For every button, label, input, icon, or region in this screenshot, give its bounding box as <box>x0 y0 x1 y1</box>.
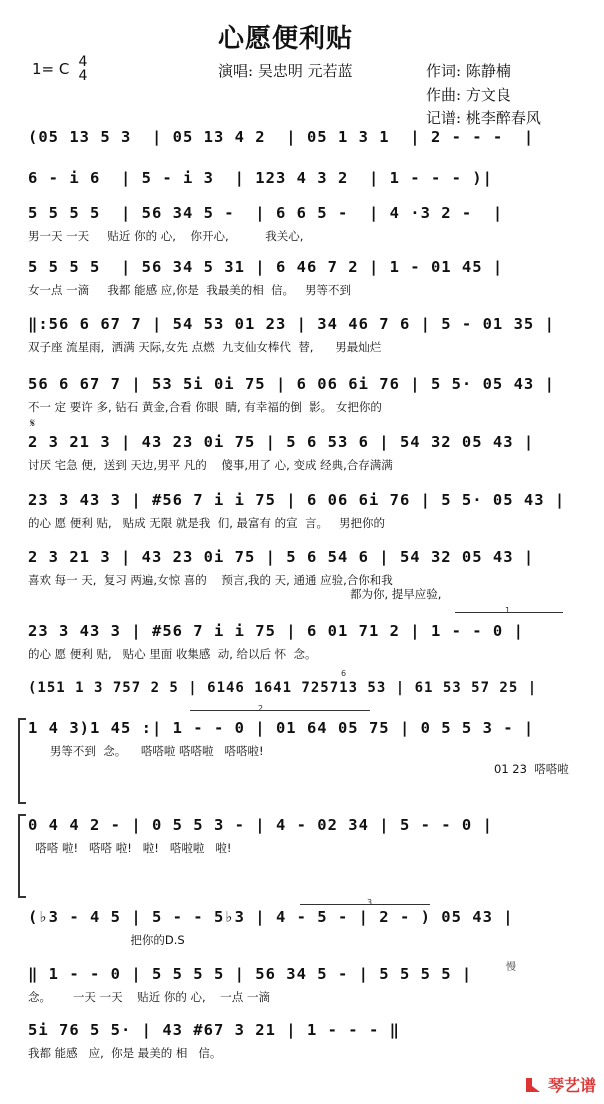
segno-marker: 𝄋 <box>30 416 36 430</box>
notes-row: 23 3 43 3 | #56 7 i i 75 | 6 01 71 2 | 1 - - 0 | <box>28 622 524 640</box>
time-signature <box>76 55 90 83</box>
notes-row: ‖ 1 - - 0 | 5 5 5 5 | 56 34 5 - | 5 5 5 5 | <box>28 965 473 983</box>
volta-line-1 <box>455 612 563 613</box>
lyrics-row: 喜欢 每一 天, 复习 两遍,女惊 喜的 预言,我的 天, 通通 应验,合你和我 <box>28 573 393 587</box>
lyrics-row: 嗒嗒 啦! 嗒嗒 啦! 啦! 嗒啦啦 啦! <box>28 841 232 855</box>
notes-row: 0 4 4 2 - | 0 5 5 3 - | 4 - 02 34 | 5 - - 0 | <box>28 816 493 834</box>
notes-row: (05 13 5 3 | 05 13 4 2 | 05 1 3 1 | 2 - - - | <box>28 128 535 146</box>
notes-row: ‖:56 6 67 7 | 54 53 01 23 | 34 46 7 6 | 5 - 01 35 | <box>28 315 555 333</box>
time-signature-top: 4 <box>78 54 88 70</box>
volta-6: 6 <box>341 669 347 678</box>
credit-lyricist: 作词: 陈静楠 <box>426 62 511 80</box>
rit-marker: 慢 <box>506 962 516 973</box>
system-bracket-a <box>18 718 26 804</box>
volta-1: 1 <box>505 606 511 615</box>
lyrics-row: 女一点 一滴 我都 能感 应,你是 我最美的相 信。 男等不到 <box>28 283 351 297</box>
lyrics-row-alt: 都为你, 提早应验, <box>350 587 442 601</box>
lyrics-row-alt: 01 23 嗒嗒啦 <box>494 762 569 776</box>
credit-singers: 演唱: 吴忠明 元若蓝 <box>218 62 353 80</box>
lyrics-row: 的心 愿 便利 贴, 贴心 里面 收集感 动, 给以后 怀 念。 <box>28 647 317 661</box>
notes-row: 2 3 21 3 | 43 23 0i 75 | 5 6 53 6 | 54 32 05 43 | <box>28 433 535 451</box>
site-logo-text: 琴艺谱 <box>547 1076 596 1095</box>
notes-row: 5 5 5 5 | 56 34 5 31 | 6 46 7 2 | 1 - 01 45 | <box>28 258 504 276</box>
system-bracket-b <box>18 814 26 898</box>
lyrics-row: 男一天 一天 贴近 你的 心, 你开心, 我关心, <box>28 229 304 243</box>
credit-transcriber: 记谱: 桃李醉春风 <box>426 109 541 127</box>
notes-row: 1 4 3)1 45 :| 1 - - 0 | 01 64 05 75 | 0 5 5 3 - | <box>28 719 535 737</box>
volta-3: 3 <box>367 898 373 907</box>
lyrics-row: 的心 愿 便利 贴, 贴成 无限 就是我 们, 最富有 的宣 言。 男把你的 <box>28 516 385 530</box>
notes-row: (151 1 3 757 2 5 | 6146 1641 725713 53 | 61 53 57 25 | <box>28 680 538 696</box>
notes-row: 5i 76 5 5· | 43 #67 3 21 | 1 - - - ‖ <box>28 1021 400 1039</box>
notes-row: 56 6 67 7 | 53 5i 0i 75 | 6 06 6i 76 | 5 5· 05 43 | <box>28 375 555 393</box>
time-signature-bottom: 4 <box>78 68 88 84</box>
key-signature: 1= C <box>32 60 70 78</box>
site-logo <box>524 1073 596 1096</box>
lyrics-row: 讨厌 宅急 便, 送到 天边,男平 凡的 傻事,用了 心, 变成 经典,合存满满 <box>28 458 393 472</box>
lyrics-row: 不一 定 要许 多, 钻石 黄金,合看 你眼 睛, 有幸福的倒 影。 女把你的 <box>28 400 382 414</box>
lyrics-row: 把你的D.S <box>28 933 185 947</box>
lyrics-row: 男等不到 念。 嗒嗒啦 嗒嗒啦 嗒嗒啦! <box>28 744 264 758</box>
lyrics-row: 我都 能感 应, 你是 最美的 相 信。 <box>28 1046 222 1060</box>
volta-2: 2 <box>258 704 264 713</box>
notes-row: 2 3 21 3 | 43 23 0i 75 | 5 6 54 6 | 54 32 05 43 | <box>28 548 535 566</box>
notes-row: 6 - i 6 | 5 - i 3 | 123 4 3 2 | 1 - - - )| <box>28 169 493 187</box>
lyrics-row: 念。 一天 一天 贴近 你的 心, 一点 一滴 <box>28 990 270 1004</box>
volta-line-2 <box>190 710 370 711</box>
notes-row: 23 3 43 3 | #56 7 i i 75 | 6 06 6i 76 | 5 5· 05 43 | <box>28 491 566 509</box>
notes-row: 5 5 5 5 | 56 34 5 - | 6 6 5 - | 4 ·3 2 - | <box>28 204 504 222</box>
credit-composer: 作曲: 方文良 <box>426 86 511 104</box>
lyrics-row: 双子座 流星雨, 洒满 天际,女先 点燃 九支仙女棒代 替, 男最灿烂 <box>28 340 382 354</box>
logo-icon <box>524 1076 542 1094</box>
notes-row: (♭3 - 4 5 | 5 - - 5♭3 | 4 - 5 - | 2 - ) 05 43 | <box>28 908 514 926</box>
title: 心愿便利贴 <box>218 24 354 54</box>
